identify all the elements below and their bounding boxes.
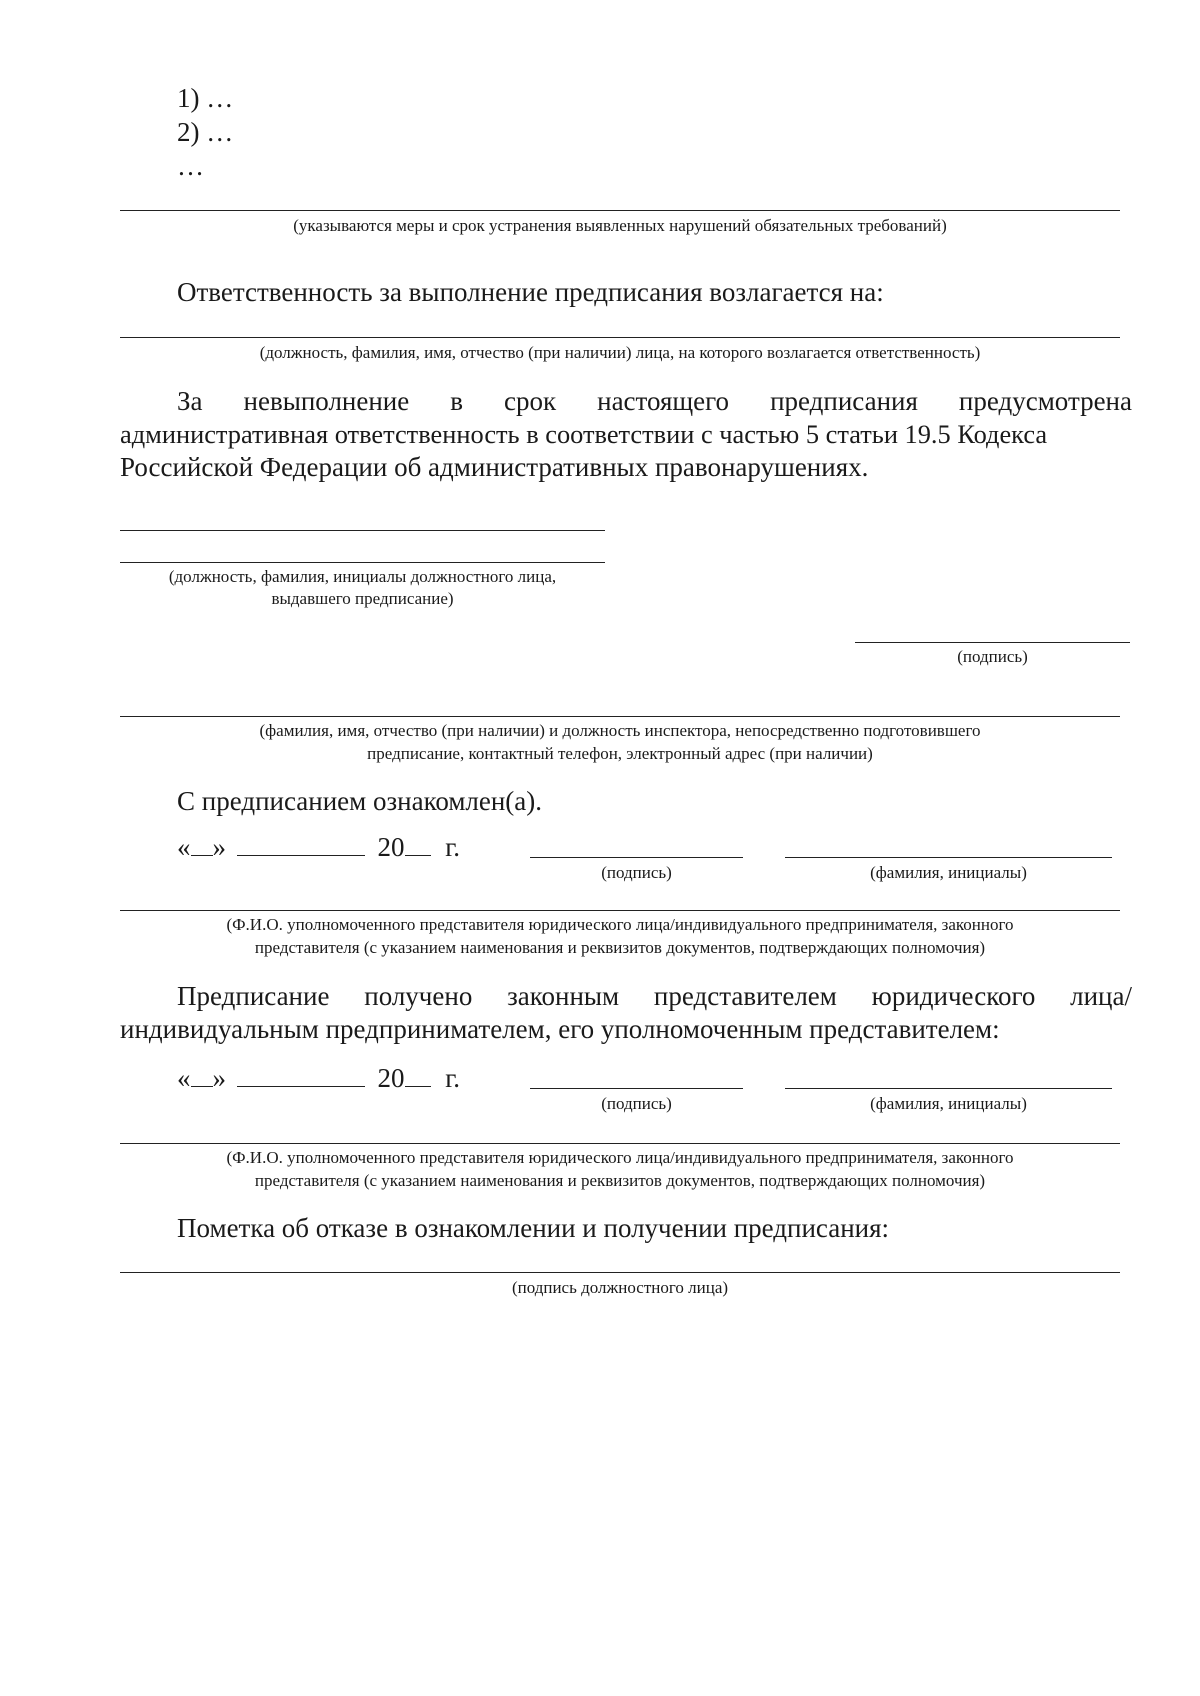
refusal-signature-caption: (подпись должностного лица) bbox=[511, 1278, 729, 1297]
official-caption-1: (должность, фамилия, инициалы должностного лица, bbox=[168, 567, 557, 586]
close-quote: » bbox=[212, 832, 226, 862]
open-quote: « bbox=[177, 1063, 191, 1093]
year-prefix: 20 bbox=[377, 832, 405, 862]
liability-line-1: За невыполнение в срок настоящего предписания предусмотрена bbox=[177, 386, 1132, 416]
measure-item-1: 1) … bbox=[177, 83, 234, 113]
year-blank[interactable] bbox=[405, 835, 431, 856]
inspector-caption-1: (фамилия, имя, отчество (при наличии) и должность инспектора, непосредственно подготовившего bbox=[259, 721, 981, 740]
year-suffix: г. bbox=[445, 832, 461, 862]
received-name-caption: (фамилия, инициалы) bbox=[870, 1094, 1027, 1113]
measures-caption: (указываются меры и срок устранения выявленных нарушений обязательных требований) bbox=[293, 216, 947, 235]
refusal-signature-line[interactable] bbox=[120, 1272, 1120, 1273]
representative-line-1[interactable] bbox=[120, 910, 1120, 911]
official-line-1[interactable] bbox=[120, 530, 605, 531]
representative-caption-1a: (Ф.И.О. уполномоченного представителя юридического лица/индивидуального предпринимателя, законного bbox=[226, 915, 1014, 934]
inspector-line[interactable] bbox=[120, 716, 1120, 717]
received-date[interactable] bbox=[177, 1062, 460, 1095]
month-blank[interactable] bbox=[237, 835, 365, 856]
measure-item-ellipsis: … bbox=[177, 151, 204, 181]
measure-item-2: 2) … bbox=[177, 117, 234, 147]
liability-line-2: административная ответственность в соответствии с частью 5 статьи 19.5 Кодекса bbox=[120, 419, 1048, 449]
official-signature-line[interactable] bbox=[855, 642, 1130, 643]
acquainted-date[interactable] bbox=[177, 831, 460, 864]
received-name-line[interactable] bbox=[785, 1088, 1112, 1089]
representative-caption-1b: представителя (с указанием наименования и реквизитов документов, подтверждающих полномочия) bbox=[254, 938, 986, 957]
responsible-caption: (должность, фамилия, имя, отчество (при наличии) лица, на которого возлагается ответственность) bbox=[259, 343, 981, 362]
year-suffix: г. bbox=[445, 1063, 461, 1093]
official-line-2[interactable] bbox=[120, 562, 605, 563]
inspector-caption-2: предписание, контактный телефон, электронный адрес (при наличии) bbox=[367, 744, 873, 763]
representative-caption-2b: представителя (с указанием наименования и реквизитов документов, подтверждающих полномочия) bbox=[254, 1171, 986, 1190]
acquainted-signature-line[interactable] bbox=[530, 857, 743, 858]
open-quote: « bbox=[177, 832, 191, 862]
liability-line-3: Российской Федерации об административных правонарушениях. bbox=[120, 452, 869, 482]
official-caption-2: выдавшего предписание) bbox=[271, 589, 454, 608]
received-signature-caption: (подпись) bbox=[601, 1094, 672, 1113]
received-signature-line[interactable] bbox=[530, 1088, 743, 1089]
representative-caption-2a: (Ф.И.О. уполномоченного представителя юридического лица/индивидуального предпринимателя, законного bbox=[226, 1148, 1014, 1167]
official-signature-caption: (подпись) bbox=[957, 647, 1028, 666]
refusal-note: Пометка об отказе в ознакомлении и получении предписания: bbox=[177, 1213, 890, 1243]
received-line-1: Предписание получено законным представителем юридического лица/ bbox=[177, 981, 1132, 1011]
day-blank[interactable] bbox=[191, 835, 213, 856]
day-blank[interactable] bbox=[191, 1066, 213, 1087]
acquainted-name-caption: (фамилия, инициалы) bbox=[870, 863, 1027, 882]
measures-line[interactable] bbox=[120, 210, 1120, 211]
received-line-2: индивидуальным предпринимателем, его уполномоченным представителем: bbox=[120, 1014, 1000, 1044]
year-blank[interactable] bbox=[405, 1066, 431, 1087]
acquainted-name-line[interactable] bbox=[785, 857, 1112, 858]
responsibility-heading: Ответственность за выполнение предписания возлагается на: bbox=[177, 277, 884, 307]
acquainted-text: С предписанием ознакомлен(а). bbox=[177, 786, 543, 816]
acquainted-signature-caption: (подпись) bbox=[601, 863, 672, 882]
year-prefix: 20 bbox=[377, 1063, 405, 1093]
month-blank[interactable] bbox=[237, 1066, 365, 1087]
close-quote: » bbox=[212, 1063, 226, 1093]
responsible-line[interactable] bbox=[120, 337, 1120, 338]
representative-line-2[interactable] bbox=[120, 1143, 1120, 1144]
